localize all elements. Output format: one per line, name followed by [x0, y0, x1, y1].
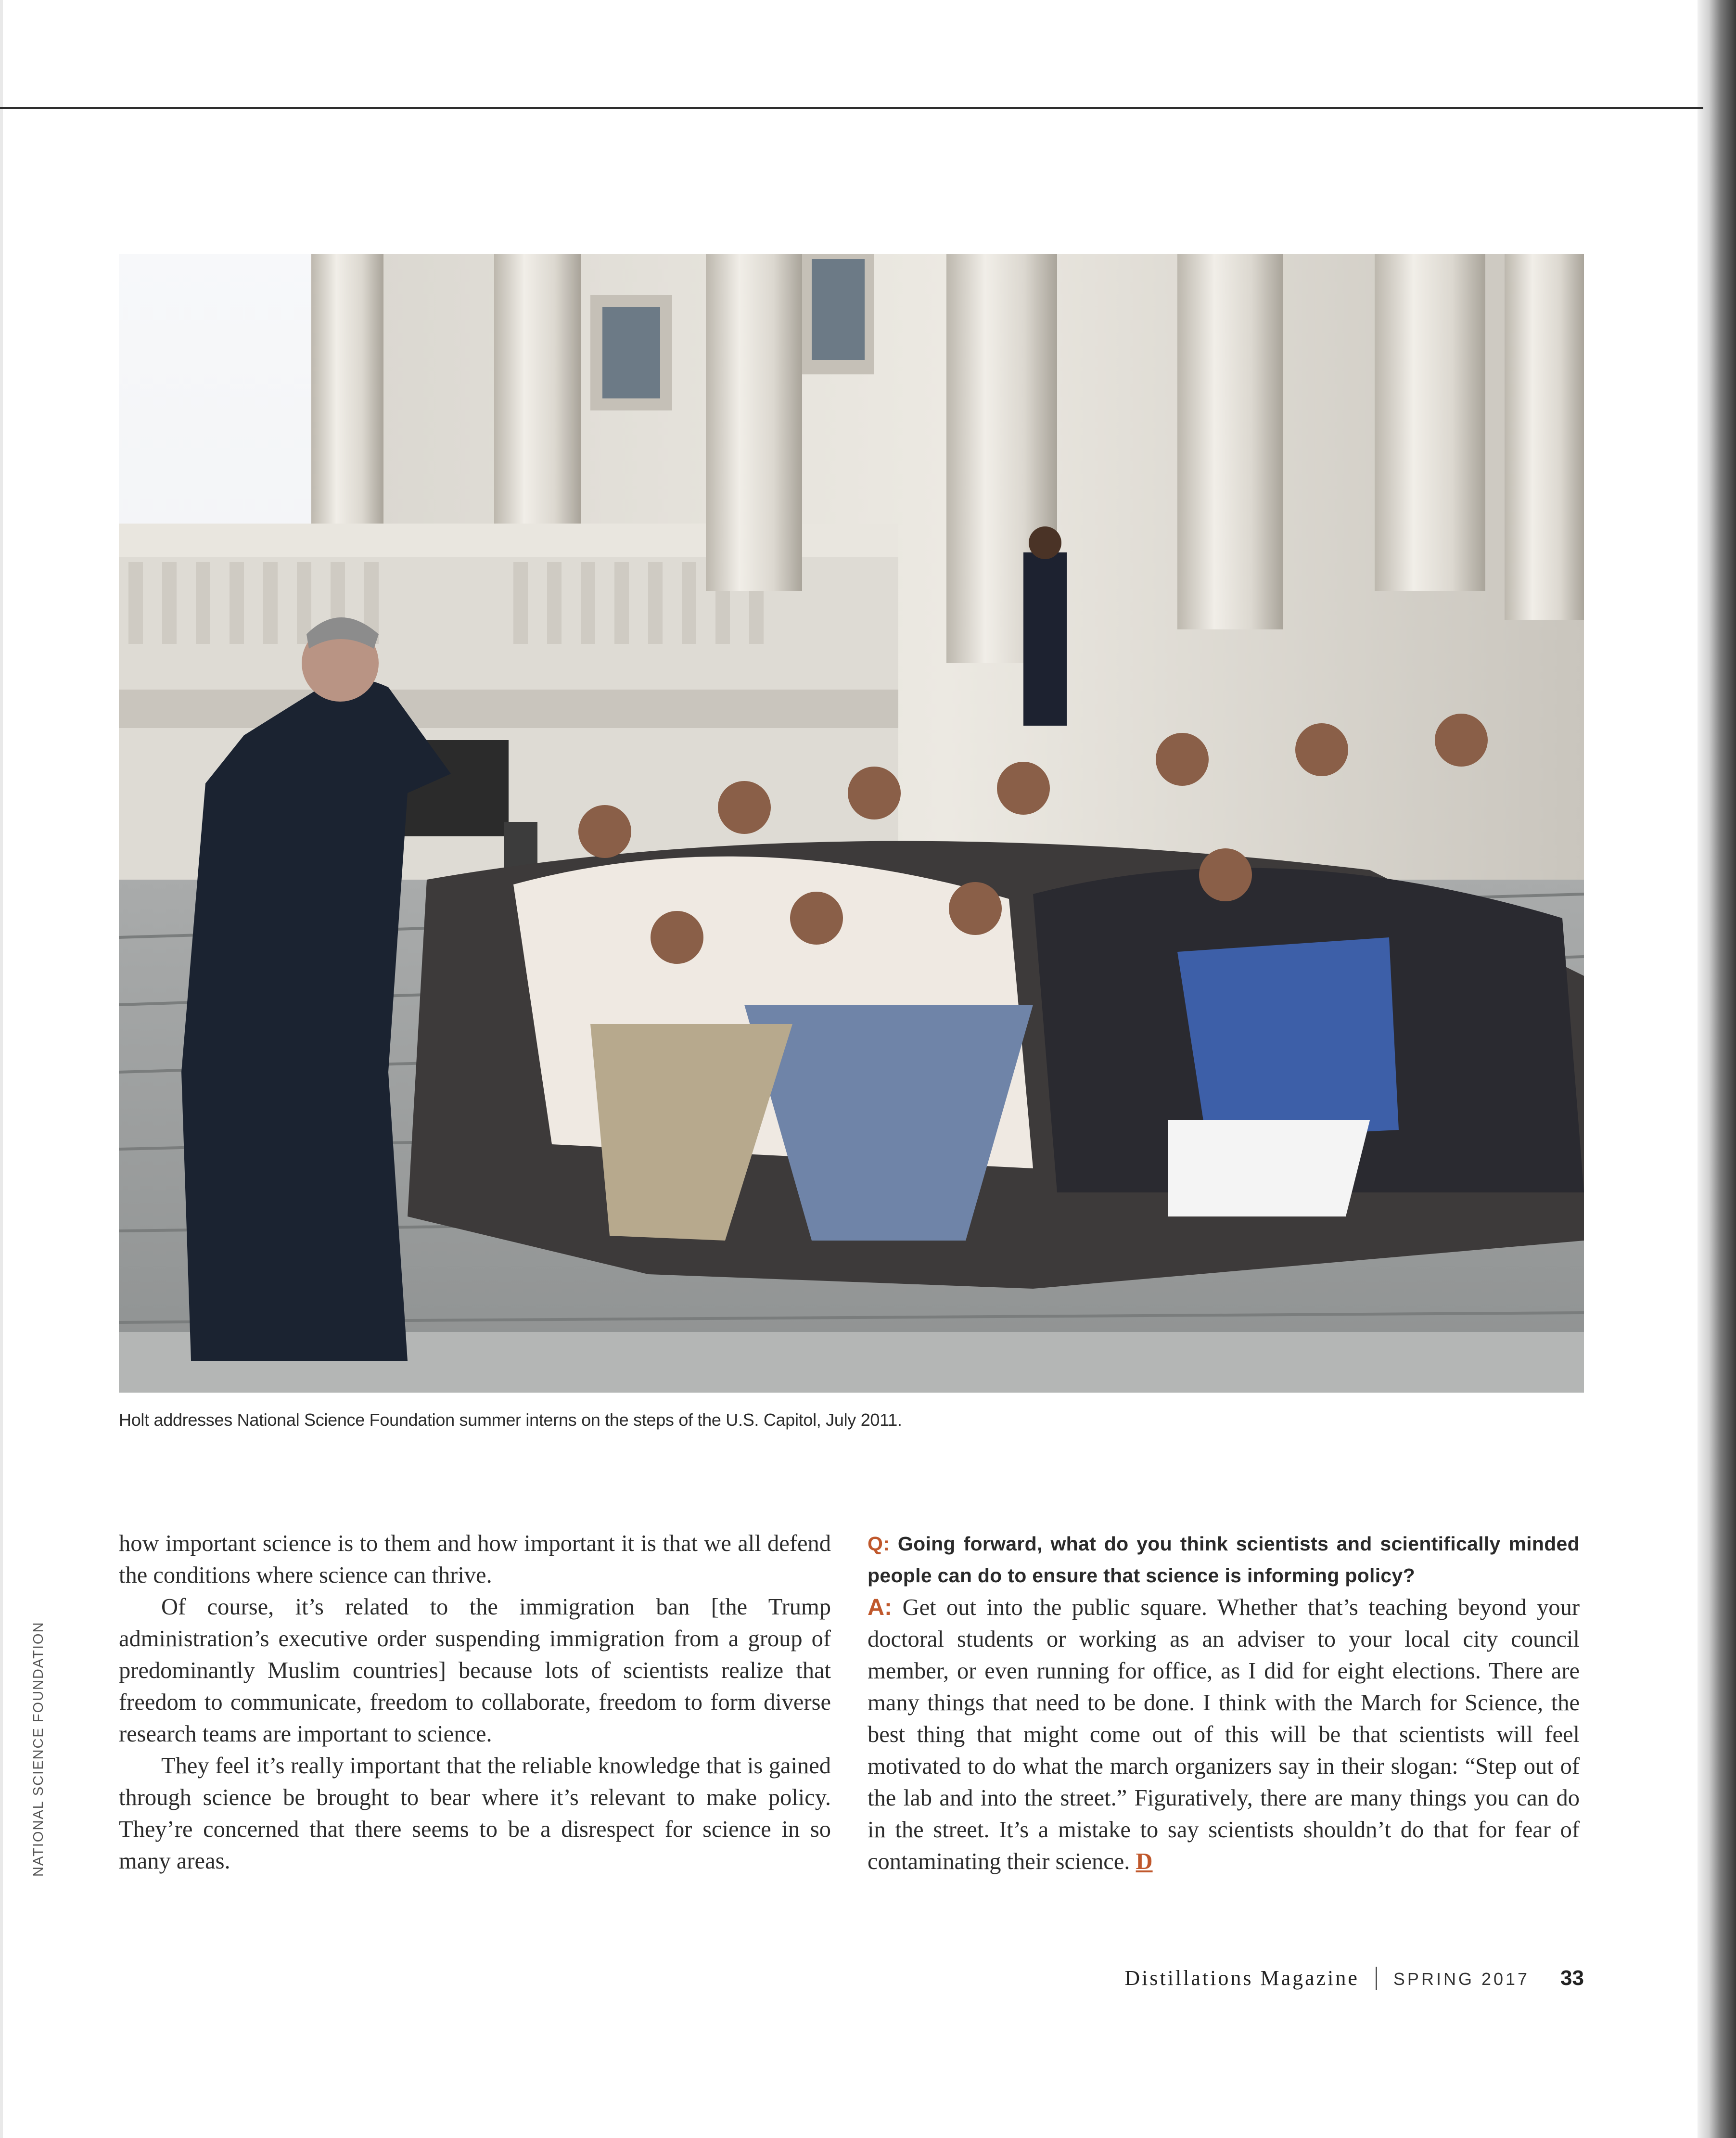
body-paragraph-2: Of course, it’s related to the immigration ban [the Trump administration’s executive order suspending immigration from a group of predominantly Muslim countries] because lots of scientists realize that freedom to communicate, freedom to collaborate, freedom to form diverse research teams are important to science. — [119, 1594, 831, 1747]
right-column — [868, 1528, 1580, 1878]
footer-divider — [1376, 1967, 1377, 1990]
body-paragraph-1: how important science is to them and how important it is that we all defend the conditions where science can thrive. — [119, 1531, 831, 1588]
page-spine-shadow — [1698, 0, 1736, 2138]
page-left-edge — [0, 0, 3, 2138]
page-footer — [1124, 1966, 1584, 1990]
capitol-steps-photo — [119, 254, 1584, 1393]
issue-label: SPRING 2017 — [1393, 1969, 1530, 1989]
side-credit-label: NATIONAL SCIENCE FOUNDATION — [31, 1621, 46, 1877]
question-text: Going forward, what do you think scientists and scientifically minded people can do to ensure that science is informing policy? — [868, 1533, 1580, 1587]
page-number: 33 — [1560, 1966, 1584, 1990]
question-label: Q: — [868, 1533, 890, 1555]
body-paragraph-3: They feel it’s really important that the reliable knowledge that is gained through science be brought to bear where it’s relevant to make policy. They’re concerned that there seems to be a disrespect for science in so many areas. — [119, 1753, 831, 1874]
left-column — [119, 1528, 831, 1877]
magazine-name: Distillations Magazine — [1124, 1966, 1359, 1990]
answer-text: Get out into the public square. Whether that’s teaching beyond your doctoral students or working as an adviser to your local city council member, or even running for office, as I did for eight elections. There are many things that need to be done. I think with the March for Science, the best thing that might come out of this will be that scientists will feel motivated to do what the march organizers say in their slogan: “Step out of the lab and into the street.” Figuratively, there are many things you can do in the street. It’s a mistake to say scientists shouldn’t do that for fear of contaminating their science. — [868, 1595, 1580, 1874]
question-block — [868, 1528, 1580, 1591]
end-mark-icon: D — [1136, 1849, 1153, 1874]
answer-label: A: — [868, 1594, 893, 1620]
top-rule — [0, 107, 1703, 109]
answer-block — [868, 1591, 1580, 1878]
photo-caption: Holt addresses National Science Foundation summer interns on the steps of the U.S. Capitol, July 2011. — [119, 1410, 902, 1430]
